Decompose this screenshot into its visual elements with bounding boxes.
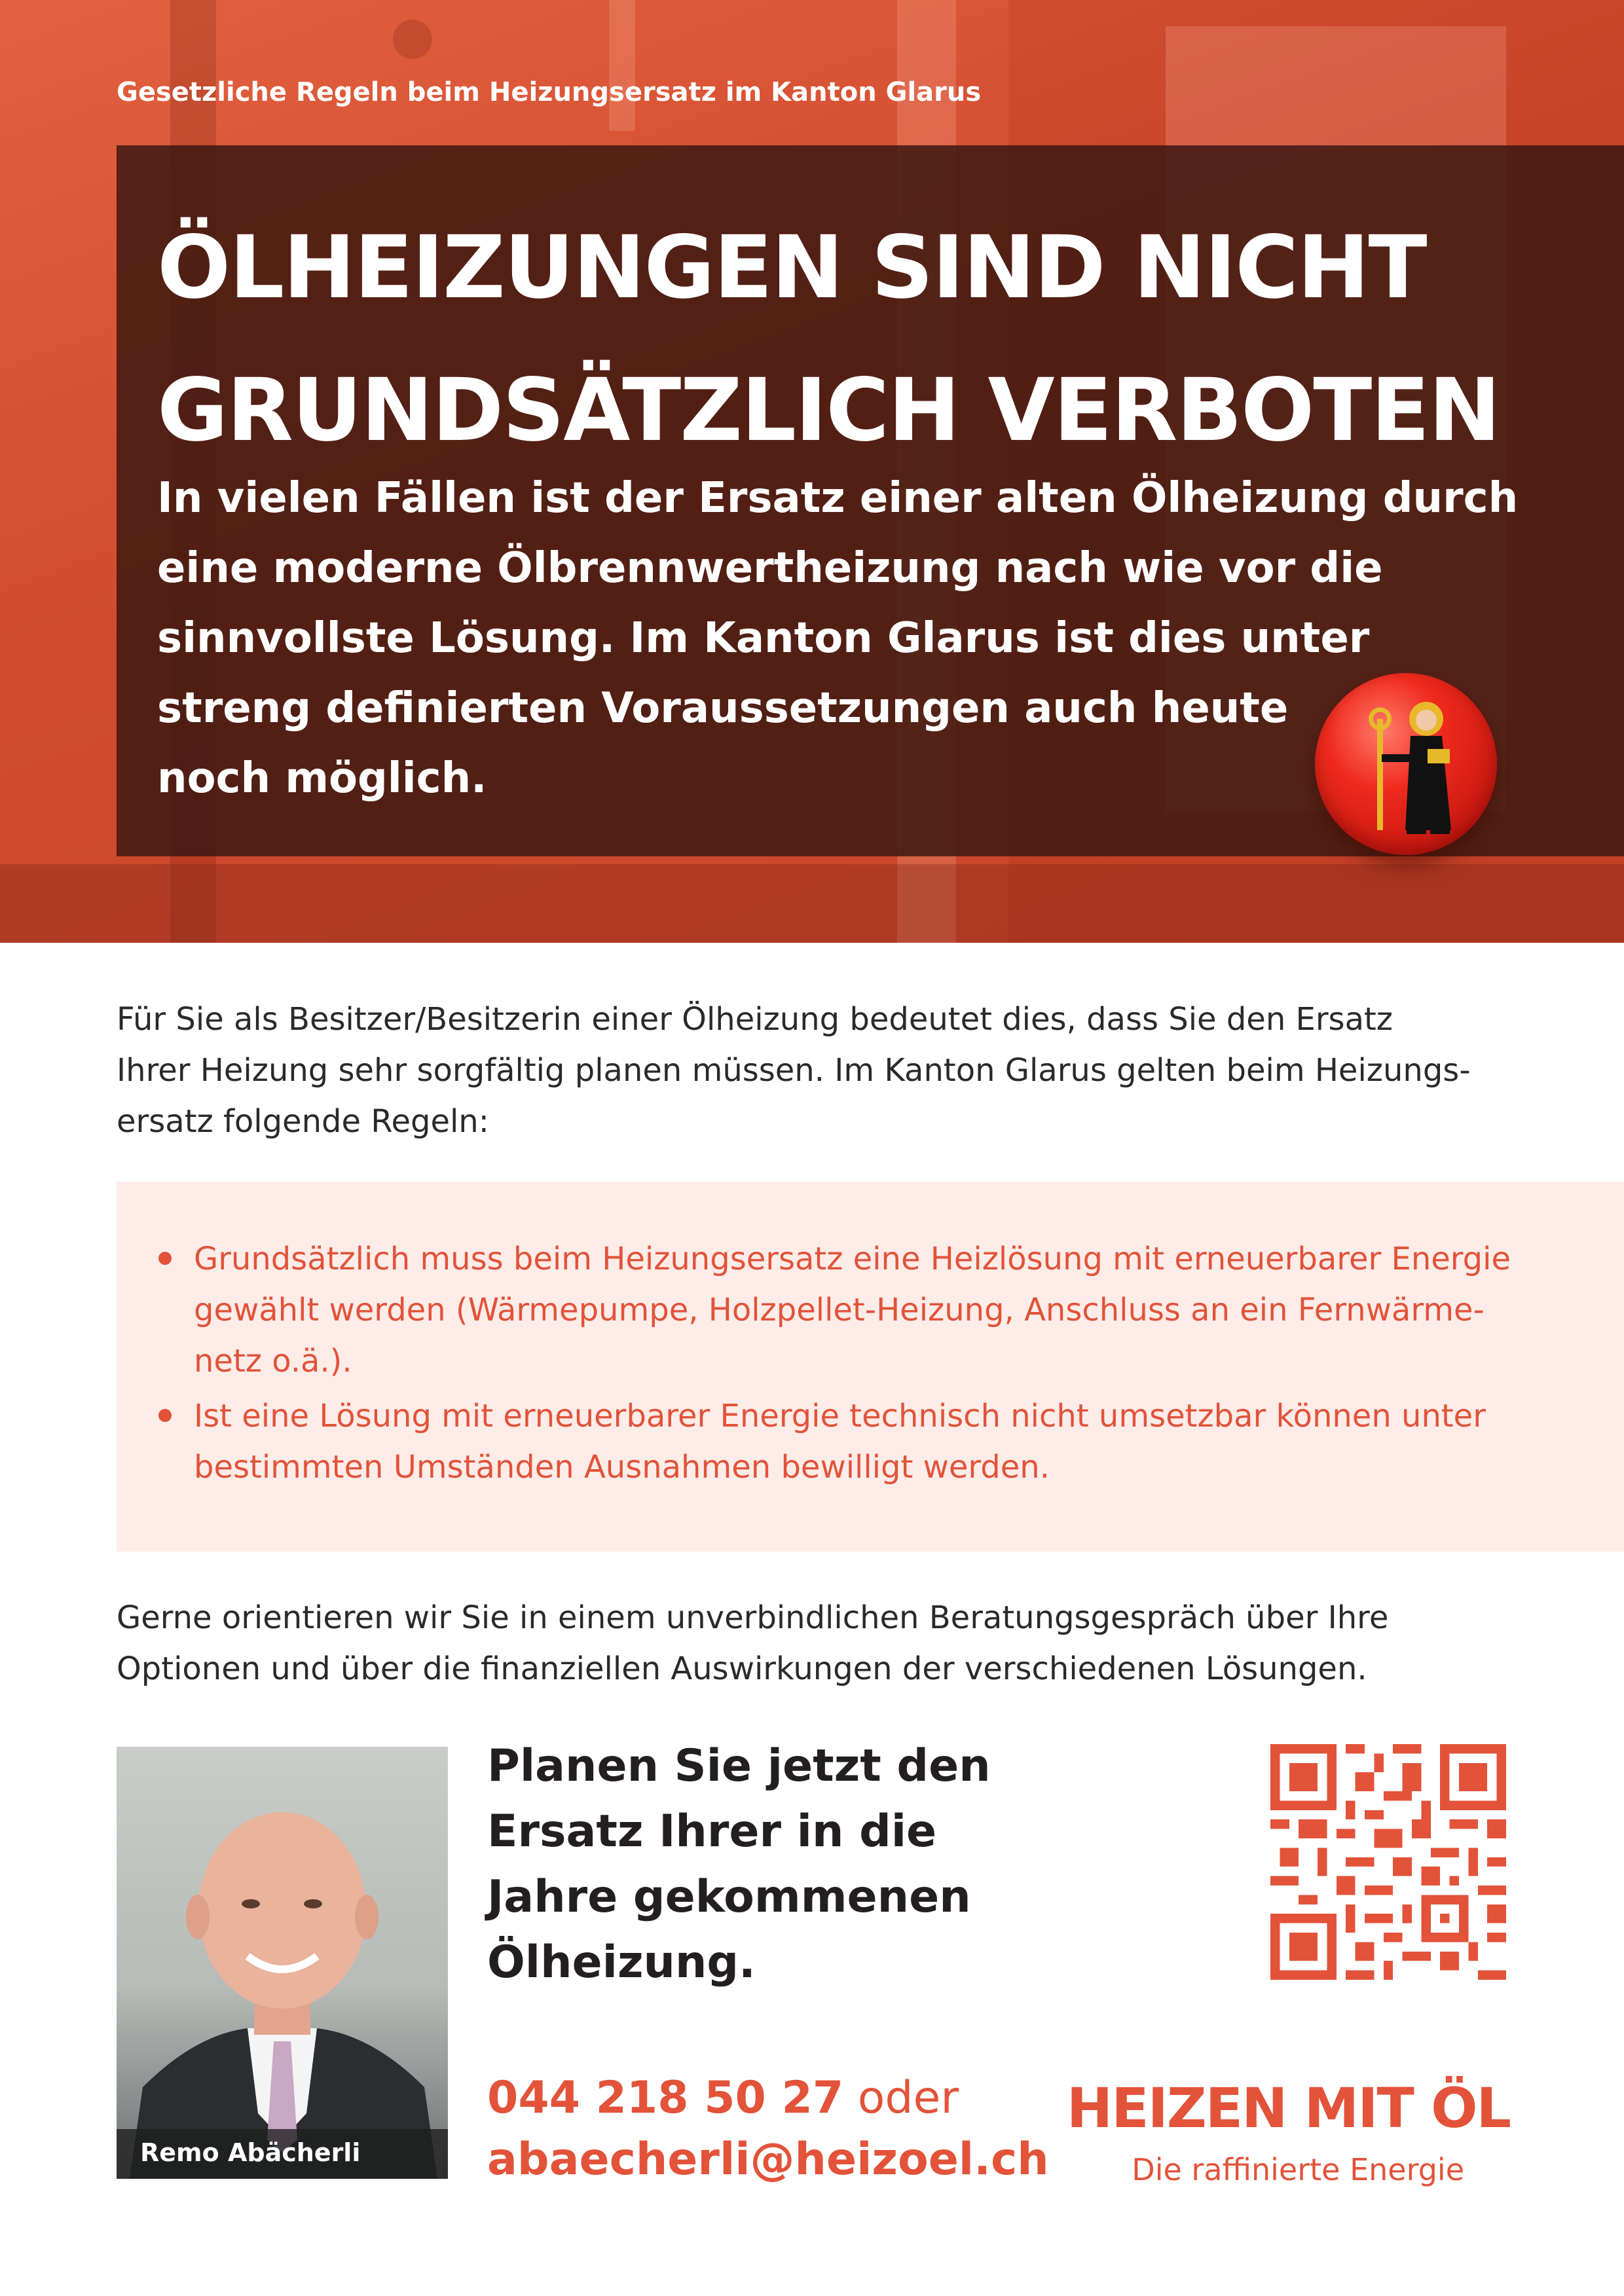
person-name: Remo Abächerli — [140, 2138, 361, 2167]
email-line — [487, 2129, 1077, 2191]
lead-line: noch möglich. — [157, 754, 487, 803]
bullet-icon — [158, 1409, 172, 1422]
rule-line: bestimmten Umständen Ausnahmen bewilligt werden. — [194, 1449, 1050, 1485]
kicker-text: Gesetzliche Regeln beim Heizungsersatz im Kanton Glarus — [117, 77, 982, 107]
qr-code-icon[interactable] — [1270, 1744, 1506, 1980]
photo-caption — [117, 2129, 448, 2179]
headline-line: GRUNDSÄTZLICH VERBOTEN — [157, 360, 1500, 461]
brand-tagline: Die raffinierte Energie — [1132, 2152, 1464, 2187]
headline-line: ÖLHEIZUNGEN SIND NICHT — [157, 217, 1426, 318]
call-to-action — [487, 1734, 1077, 1995]
lead-line: eine moderne Ölbrennwertheizung nach wie vor die — [157, 544, 1383, 592]
phone-number[interactable]: 044 218 50 27 — [487, 2072, 844, 2124]
person-portrait-icon — [117, 1747, 448, 2179]
glarus-coat-of-arms-icon — [1315, 673, 1497, 855]
rule-line: netz o.ä.). — [194, 1343, 352, 1379]
hero-section — [0, 0, 1624, 943]
connector-text: oder — [843, 2072, 959, 2124]
intro-line: Für Sie als Besitzer/Besitzerin einer Ölheizung bedeutet dies, dass Sie den Ersatz — [117, 1001, 1393, 1038]
rule-line: Ist eine Lösung mit erneuerbarer Energie technisch nicht umsetzbar können unter — [194, 1398, 1486, 1434]
rule-item — [194, 1391, 1569, 1493]
lead-line: sinnvollste Lösung. Im Kanton Glarus ist dies unter — [157, 614, 1370, 663]
phone-line — [487, 2068, 1077, 2129]
outro-line: Optionen und über die finanziellen Auswirkungen der verschiedenen Lösungen. — [117, 1650, 1367, 1687]
cta-line: Ersatz Ihrer in die — [487, 1806, 937, 1857]
cta-line: Jahre gekommenen — [487, 1871, 971, 1923]
rule-line: Grundsätzlich muss beim Heizungsersatz eine Heizlösung mit erneuerbarer Energie — [194, 1241, 1511, 1277]
contact-details — [487, 2068, 1077, 2191]
email-link[interactable]: abaecherli@heizoel.ch — [487, 2134, 1049, 2185]
intro-line: Ihrer Heizung sehr sorgfältig planen müssen. Im Kanton Glarus gelten beim Heizungs- — [117, 1052, 1471, 1089]
rule-item — [194, 1233, 1569, 1387]
page-title — [157, 196, 1585, 482]
outro-paragraph — [117, 1592, 1518, 1694]
photo-floor — [0, 864, 1624, 943]
cta-line: Planen Sie jetzt den — [487, 1740, 991, 1792]
outro-line: Gerne orientieren wir Sie in einem unverbindlichen Beratungsgespräch über Ihre — [117, 1599, 1389, 1636]
brand-logo: HEIZEN MIT ÖL — [1066, 2076, 1510, 2140]
contact-photo — [117, 1747, 448, 2179]
photo-pipe — [609, 0, 635, 131]
cta-line: Ölheizung. — [487, 1937, 756, 1988]
rule-line: gewählt werden (Wärmepumpe, Holzpellet-Heizung, Anschluss an ein Fernwärme- — [194, 1292, 1485, 1328]
lead-line: In vielen Fällen ist der Ersatz einer alten Ölheizung durch — [157, 474, 1519, 522]
bullet-icon — [158, 1252, 172, 1265]
lead-line: streng definierten Voraussetzungen auch heute — [157, 684, 1289, 733]
photo-gauge — [393, 20, 432, 59]
intro-paragraph — [117, 994, 1518, 1147]
fridolin-figure-icon — [1315, 673, 1497, 855]
intro-line: ersatz folgende Regeln: — [117, 1103, 489, 1140]
